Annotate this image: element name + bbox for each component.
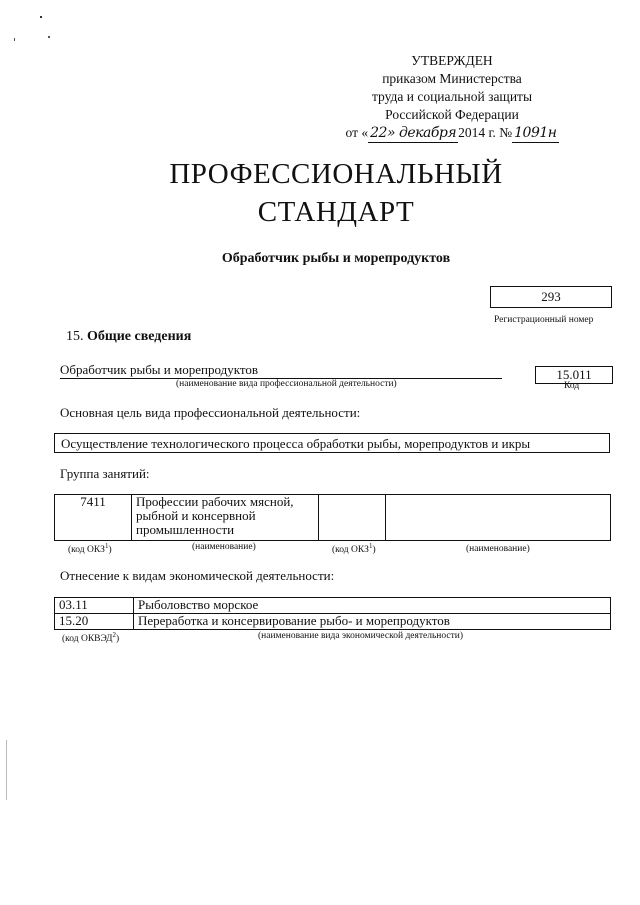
occupation-group-label: Группа занятий: <box>60 466 150 481</box>
economic-activity-name-cell: Переработка и консервирование рыбо- и морепродуктов <box>134 614 611 630</box>
registration-number-label: Регистрационный номер <box>494 315 594 325</box>
goal-box: Осуществление технологического процесса обработки рыбы, морепродуктов и икры <box>54 433 610 453</box>
economic-activity-name-caption: (наименование вида экономической деятельности) <box>258 631 463 641</box>
occupation-name-cell <box>386 495 611 541</box>
approval-block <box>332 52 572 143</box>
okved-code-cell: 15.20 <box>55 614 134 630</box>
activity-name: Обработчик рыбы и морепродуктов <box>60 362 502 379</box>
order-date-line <box>332 124 572 143</box>
occupation-name-cell: Профессии рабочих мясной, рыбной и консервной промышленности <box>132 495 319 541</box>
caption-footnote-mark: 1 <box>104 542 109 550</box>
activity-code-caption: Код <box>564 381 580 391</box>
caption-footnote-mark: 1 <box>368 542 373 550</box>
handwritten-month: декабря <box>398 125 457 141</box>
activity-code-box: 15.011 <box>535 366 613 384</box>
goal-label: Основная цель вида профессиональной деятельности: <box>60 405 361 420</box>
table-row <box>55 495 611 541</box>
caption-footnote-mark: 2 <box>112 631 116 639</box>
okved-code-cell: 03.11 <box>55 598 134 614</box>
caption-text: (код ОКЗ <box>332 545 369 556</box>
economic-activity-name-cell: Рыболовство морское <box>134 598 611 614</box>
title-line: СТАНДАРТ <box>257 196 415 228</box>
table-row <box>55 598 611 614</box>
occupation-code-cell <box>319 495 386 541</box>
occupation-group-table <box>54 494 611 541</box>
scan-edge-mark <box>6 740 7 800</box>
section-heading <box>66 329 191 345</box>
approval-heading: УТВЕРЖДЕН <box>411 53 493 68</box>
occupation-caption-name: (наименование) <box>192 542 256 552</box>
approval-line: Российской Федерации <box>385 107 519 122</box>
registration-number-box: 293 <box>490 286 612 308</box>
occupation-caption-name: (наименование) <box>466 544 530 554</box>
economic-activity-label: Отнесение к видам экономической деятельности: <box>60 568 335 583</box>
section-number: 15. <box>66 329 84 344</box>
scan-speck <box>14 38 15 41</box>
okved-caption: (код ОКВЭД$^2$) <box>62 631 120 645</box>
section-title: Общие сведения <box>87 329 192 344</box>
caption-text: (код ОКЗ <box>68 545 105 556</box>
handwritten-date: 22» декабря <box>370 125 457 141</box>
scan-speck <box>48 36 50 38</box>
document-title <box>0 155 640 231</box>
activity-name-caption: (наименование вида профессиональной деятельности) <box>176 379 397 389</box>
table-row <box>55 614 611 630</box>
occupation-caption-code: (код ОКЗ$^1$) <box>68 542 112 556</box>
scan-speck <box>40 16 42 18</box>
date-prefix: от « <box>345 125 369 140</box>
handwritten-day: 22 <box>370 125 387 141</box>
occupation-caption-code: (код ОКЗ$^1$) <box>332 542 376 556</box>
caption-text: (код ОКВЭД <box>62 634 113 645</box>
approval-line: приказом Министерства <box>382 71 522 86</box>
approval-line: труда и социальной защиты <box>371 89 533 104</box>
profession-name: Обработчик рыбы и морепродуктов <box>221 251 451 266</box>
handwritten-order-number: 1091н <box>514 125 557 141</box>
date-year: 2014 г. № <box>458 125 513 140</box>
title-line: ПРОФЕССИОНАЛЬНЫЙ <box>169 158 503 190</box>
economic-activity-table <box>54 597 611 630</box>
occupation-code-cell: 7411 <box>55 495 132 541</box>
